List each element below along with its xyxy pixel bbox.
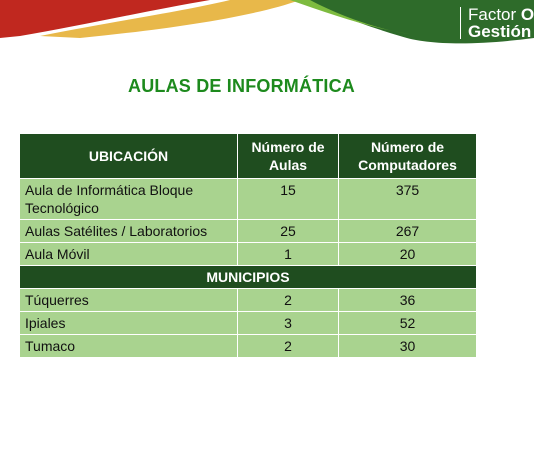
brand-line1-prefix: Factor	[468, 5, 521, 24]
brand-text	[468, 6, 545, 40]
column-header-computadores: Número de Computadores	[339, 134, 477, 179]
row-computadores: 20	[339, 243, 477, 266]
table-row	[20, 220, 477, 243]
row-computadores: 36	[339, 289, 477, 312]
row-computadores: 30	[339, 335, 477, 358]
table-row	[20, 335, 477, 358]
top-banner	[0, 0, 545, 52]
brand-line2: Gestión y	[468, 22, 545, 41]
table-header-row	[20, 134, 477, 179]
column-header-aulas: Número de Aulas	[238, 134, 339, 179]
banner-graphic	[0, 0, 534, 52]
page-title: AULAS DE INFORMÁTICA	[128, 76, 355, 96]
row-computadores: 52	[339, 312, 477, 335]
row-aulas: 1	[238, 243, 339, 266]
row-aulas: 15	[238, 179, 339, 220]
row-aulas: 2	[238, 335, 339, 358]
row-name: Tumaco	[20, 335, 238, 358]
aulas-table	[19, 133, 477, 358]
table-row	[20, 179, 477, 220]
table-row	[20, 289, 477, 312]
row-aulas: 3	[238, 312, 339, 335]
row-computadores: 375	[339, 179, 477, 220]
banner-divider	[460, 7, 461, 39]
row-aulas: 2	[238, 289, 339, 312]
column-header-ubicacion: UBICACIÓN	[20, 134, 238, 179]
section-label: MUNICIPIOS	[20, 266, 477, 289]
row-name: Aulas Satélites / Laboratorios	[20, 220, 238, 243]
row-aulas: 25	[238, 220, 339, 243]
section-row-municipios	[20, 266, 477, 289]
brand-line1-bold: Or	[520, 5, 541, 24]
table-row	[20, 312, 477, 335]
row-name: Ipiales	[20, 312, 238, 335]
table-row	[20, 243, 477, 266]
row-name: Túquerres	[20, 289, 238, 312]
row-name: Aula de Informática Bloque Tecnológico	[20, 179, 238, 220]
row-computadores: 267	[339, 220, 477, 243]
row-name: Aula Móvil	[20, 243, 238, 266]
